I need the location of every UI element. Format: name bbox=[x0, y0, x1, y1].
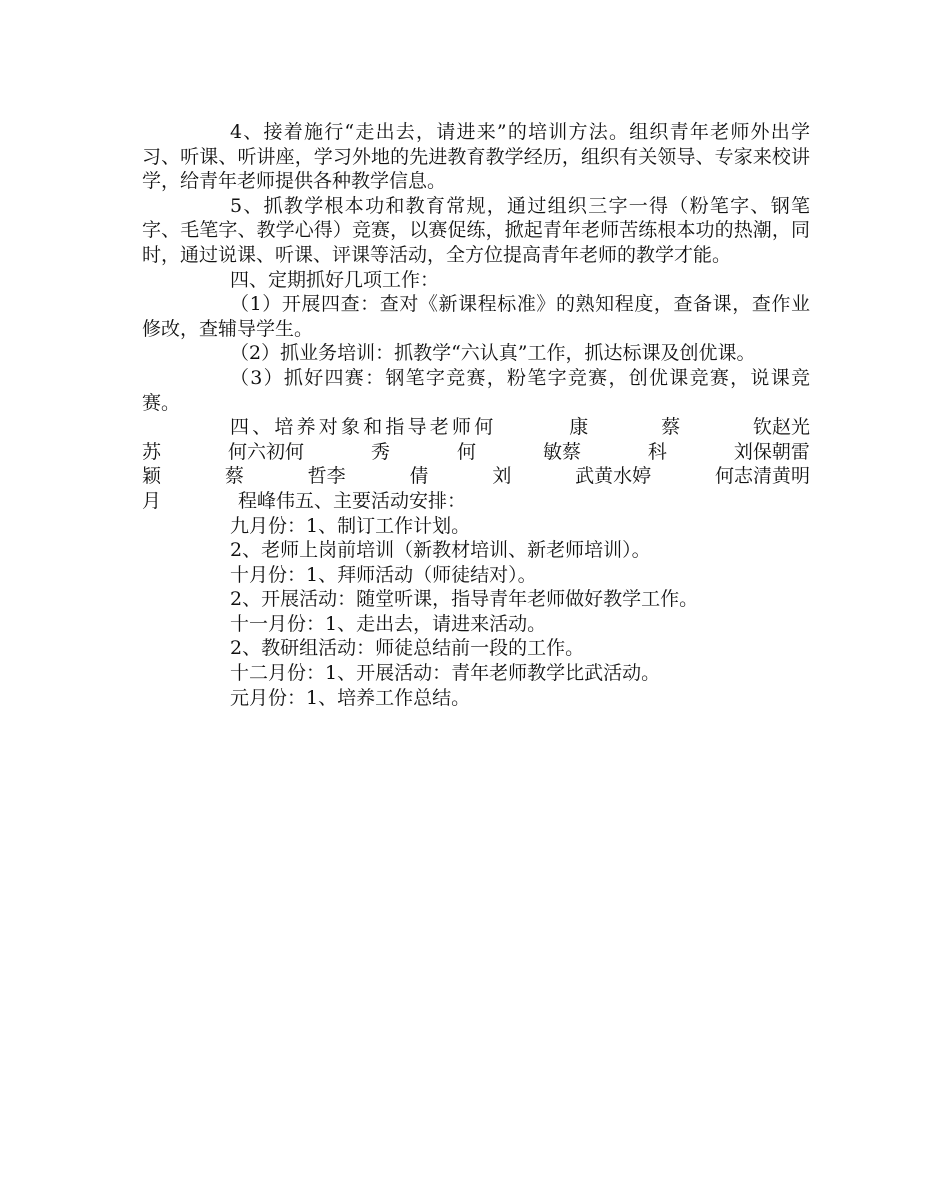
schedule-item: 十月份：1、拜师活动（师徒结对）。 bbox=[230, 563, 537, 586]
paragraph-basic-skills: 5、抓教学根本功和教育常规，通过组织三字一得（粉笔字、钢笔字、毛笔字、教学心得）竞赛，以赛促练，掀起青年老师苦练根本功的热潮，同时，通过说课、听课、评课等活动，全方位提高青年老师的教学才能。 bbox=[142, 194, 810, 266]
schedule-item: 九月份：1、制订工作计划。 bbox=[230, 514, 471, 537]
schedule-item: 2、教研组活动：师徒总结前一段的工作。 bbox=[230, 637, 585, 660]
roster-segment: 敏蔡 bbox=[542, 440, 581, 463]
teacher-roster bbox=[142, 415, 810, 513]
roster-line bbox=[142, 489, 810, 514]
roster-segment: 科 bbox=[647, 440, 667, 463]
schedule-item: 2、开展活动：随堂听课，指导青年老师做好教学工作。 bbox=[230, 588, 699, 611]
roster-segment: 秀 bbox=[370, 440, 390, 463]
roster-segment: 何志清黄明 bbox=[714, 465, 810, 488]
paragraph-walk-out-invite-in: 4、接着施行“走出去，请进来”的培训方法。组织青年老师外出学习、听课、听讲座，学习外地的先进教育教学经历，组织有关领导、专家来校讲学，给青年老师提供各种教学信息。 bbox=[142, 121, 810, 193]
roster-segment: 刘保朝雷 bbox=[733, 440, 810, 463]
roster-segment: 颖 bbox=[142, 465, 162, 488]
roster-segment: 康 bbox=[569, 416, 589, 439]
paragraph-four-checks: （1）开展四查：查对《新课程标准》的熟知程度，查备课，查作业修改，查辅导学生。 bbox=[142, 293, 810, 340]
roster-segment: 何六初何 bbox=[227, 440, 304, 463]
roster-segment: 月 bbox=[142, 489, 162, 512]
roster-segment: 蔡 bbox=[224, 465, 244, 488]
roster-segment: 何 bbox=[456, 440, 476, 463]
schedule-item: 元月份：1、培养工作总结。 bbox=[230, 686, 471, 709]
section-heading-regular-work: 四、定期抓好几项工作： bbox=[230, 268, 440, 291]
roster-segment: 四、培养对象和指导老师何 bbox=[230, 416, 497, 439]
paragraph-four-contests: （3）抓好四赛：钢笔字竞赛，粉笔字竞赛，创优课竞赛，说课竞赛。 bbox=[142, 366, 810, 414]
paragraph-business-training: （2）抓业务培训：抓教学“六认真”工作，抓达标课及创优课。 bbox=[230, 342, 756, 365]
roster-line bbox=[142, 415, 810, 440]
roster-segment: 倩 bbox=[409, 465, 429, 488]
roster-segment: 钦赵光 bbox=[752, 416, 810, 439]
roster-line bbox=[142, 464, 810, 489]
roster-segment: 刘 bbox=[492, 465, 512, 488]
roster-segment: 蔡 bbox=[661, 416, 681, 439]
schedule-item: 2、老师上岗前培训（新教材培训、新老师培训）。 bbox=[230, 539, 651, 562]
schedule-item: 十二月份：1、开展活动：青年老师教学比武活动。 bbox=[230, 662, 661, 685]
roster-segment: 程峰伟五、主要活动安排： bbox=[238, 489, 467, 512]
roster-line bbox=[142, 440, 810, 465]
schedule-item: 十一月份：1、走出去，请进来活动。 bbox=[230, 612, 547, 635]
roster-segment: 苏 bbox=[142, 440, 162, 463]
roster-segment: 武黄水婷 bbox=[575, 465, 652, 488]
document-body bbox=[142, 120, 810, 710]
roster-segment: 哲李 bbox=[307, 465, 346, 488]
